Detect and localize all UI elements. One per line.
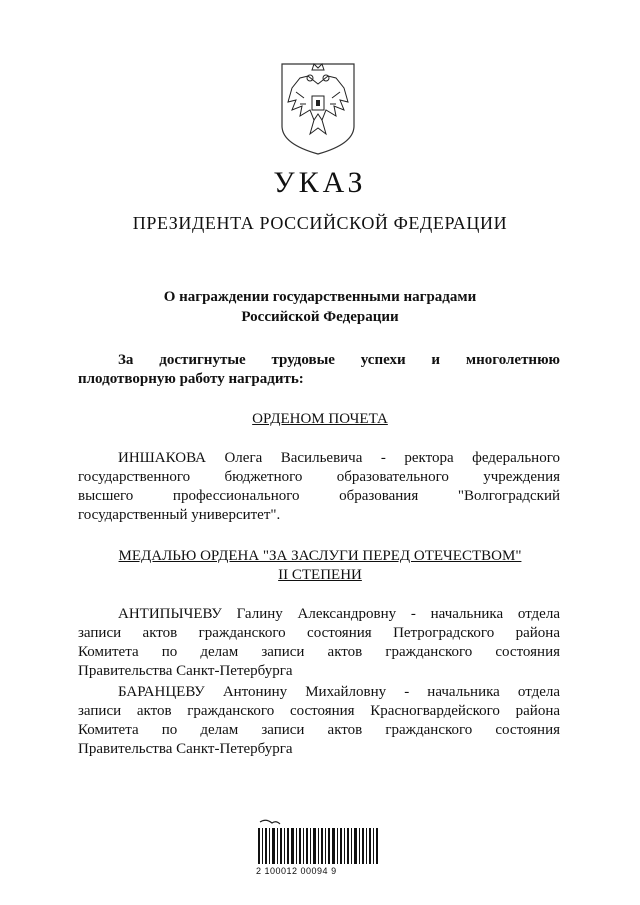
recipient-line: записи актов гражданского состояния Петроградского района — [78, 625, 560, 641]
recipient-line: государственного бюджетного образовательного учреждения — [78, 469, 560, 485]
recipient-line: ИНШАКОВА Олега Васильевича - ректора федерального — [118, 450, 560, 466]
recipient-line: высшего профессионального образования "Волгоградский — [78, 488, 560, 504]
recipient-line: записи актов гражданского состояния Красногвардейского района — [78, 703, 560, 719]
recipient-line: Комитета по делам записи актов гражданского состояния — [78, 722, 560, 738]
award-title-order-of-honor: ОРДЕНОМ ПОЧЕТА — [252, 411, 388, 427]
recipient-line: государственный университет". — [78, 507, 281, 523]
coat-of-arms-icon — [276, 58, 360, 158]
decree-heading — [0, 287, 640, 327]
recipient-antipycheva-cont — [78, 624, 560, 681]
decree-title: УКАЗ — [273, 166, 367, 199]
decree-subtitle: ПРЕЗИДЕНТА РОССИЙСКОЙ ФЕДЕРАЦИИ — [132, 213, 508, 233]
recipient-line: Правительства Санкт-Петербурга — [78, 663, 293, 679]
intro-line-2: плодотворную работу наградить: — [78, 371, 304, 387]
barcode-number: 2 100012 00094 9 — [256, 866, 337, 876]
recipient-line: АНТИПЫЧЕВУ Галину Александровну - начальника отдела — [118, 606, 560, 622]
recipient-line: БАРАНЦЕВУ Антонину Михайловну - начальника отдела — [118, 684, 560, 700]
recipient-barantseva — [118, 683, 560, 702]
intro-line-1: За достигнутые трудовые успехи и многолетнюю — [118, 352, 560, 368]
recipient-antipycheva — [118, 605, 560, 624]
recipient-inshakov-cont — [78, 468, 560, 525]
intro-paragraph-cont — [78, 370, 560, 389]
recipient-barantseva-cont — [78, 702, 560, 759]
award-title-medal-line-1: МЕДАЛЬЮ ОРДЕНА "ЗА ЗАСЛУГИ ПЕРЕД ОТЕЧЕСТВОМ" — [118, 548, 522, 564]
heading-line-1: О награждении государственными наградами — [163, 289, 477, 305]
recipient-line: Комитета по делам записи актов гражданского состояния — [78, 644, 560, 660]
award-title-medal-line-2: II СТЕПЕНИ — [278, 567, 362, 583]
intro-paragraph — [118, 351, 560, 370]
heading-line-2: Российской Федерации — [241, 309, 399, 325]
recipient-inshakov — [118, 449, 560, 468]
recipient-line: Правительства Санкт-Петербурга — [78, 741, 293, 757]
